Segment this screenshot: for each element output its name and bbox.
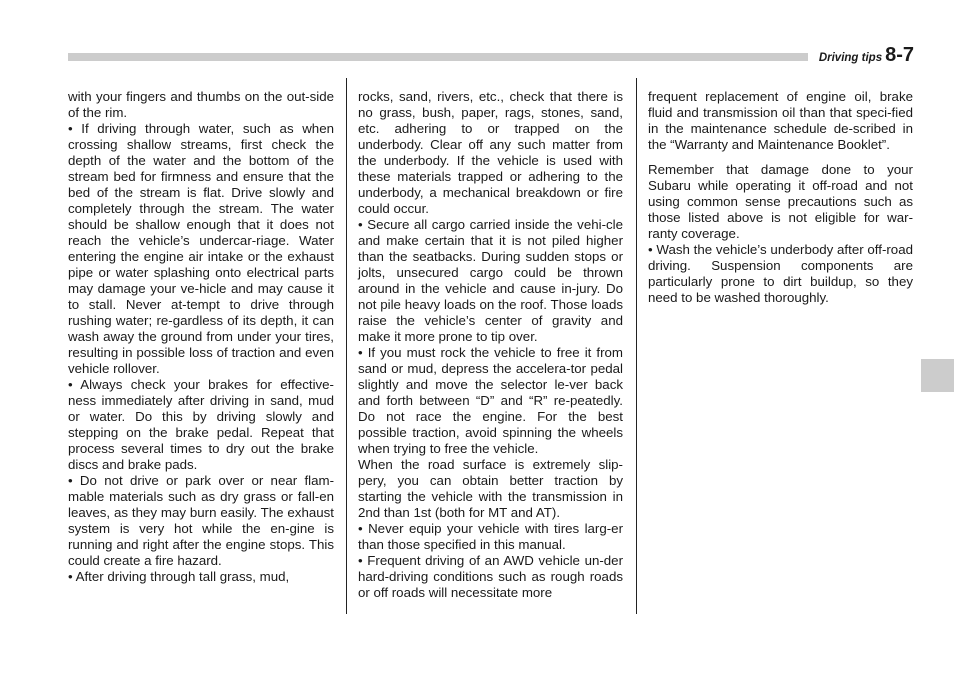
paragraph: • If you must rock the vehicle to free it from sand or mud, depress the accelera-tor pedal slightly and move the selector le-ver back and forth between “D” and “R” re-peatedly. Do not race the engine. For the best possible traction, avoid spinning the wheels when trying to free the vehicle. bbox=[358, 345, 623, 456]
paragraph: • If driving through water, such as when crossing shallow streams, first check the depth of the water and the bottom of the stream bed for firmness and ensure that the bed of the stream is flat. Drive slowly and completely through the stream. The water should be shallow enough that it does not reach the vehicle’s undercar-riage. Water entering the engine air intake or the exhaust pipe or water splashing onto electrical parts may damage your ve-hicle and may cause it to stall. Never at-tempt to drive through rushing water; re-gardless of its depth, it can wash away the ground from under your tires, resulting in possible loss of traction and even vehicle rollover. bbox=[68, 121, 334, 376]
paragraph: • Secure all cargo carried inside the vehi-cle and make certain that it is not piled higher than the seatbacks. During sudden stops or jolts, unsecured cargo could be thrown around in the vehicle and cause in-jury. Do not pile heavy loads on the roof. Those loads raise the vehicle’s center of gravity and make it more prone to tip over. bbox=[358, 217, 623, 344]
paragraph: • Frequent driving of an AWD vehicle un-der hard-driving conditions such as rough roads or off roads will necessitate more bbox=[358, 553, 623, 600]
paragraph: • Never equip your vehicle with tires larg-er than those specified in this manual. bbox=[358, 521, 623, 552]
paragraph: • After driving through tall grass, mud, bbox=[68, 569, 290, 584]
paragraph: rocks, sand, rivers, etc., check that there is no grass, bush, paper, rags, stones, sand, etc. adhering to or trapped on the underbody. Clear off any such matter from the underbody. If the vehicle is used with these materials trapped or adhering to the underbody, a mechanical breakdown or fire could occur. bbox=[358, 89, 623, 216]
section-title: Driving tips bbox=[818, 52, 883, 64]
column-divider bbox=[636, 78, 637, 614]
paragraph: with your fingers and thumbs on the out-side of the rim. bbox=[68, 89, 334, 120]
page-number: 8-7 bbox=[885, 44, 914, 66]
chapter-tab bbox=[921, 359, 954, 392]
paragraph: frequent replacement of engine oil, brake fluid and transmission oil than that speci-fied in the maintenance schedule de-scribed in the “Warranty and Maintenance Booklet”. bbox=[648, 89, 913, 152]
paragraph: • Always check your brakes for effective-ness immediately after driving in sand, mud or water. Do this by driving slowly and stepping on the brake pedal. Repeat that process several times to dry out the brake discs and brake pads. bbox=[68, 377, 334, 472]
paragraph: When the road surface is extremely slip-pery, you can obtain better traction by starting the vehicle with the transmission in 2nd than 1st (both for MT and AT). bbox=[358, 457, 623, 520]
header-bar bbox=[68, 53, 808, 61]
page-header bbox=[819, 44, 914, 67]
text-column-1 bbox=[68, 89, 334, 585]
paragraph: • Do not drive or park over or near flam-mable materials such as dry grass or fall-en leaves, as they may burn easily. The exhaust system is very hot while the en-gine is running and right after the engine stops. This could create a fire hazard. bbox=[68, 473, 334, 568]
text-column-3 bbox=[648, 89, 913, 306]
paragraph: • Wash the vehicle’s underbody after off-road driving. Suspension components are particularly prone to dirt buildup, so they need to be washed thoroughly. bbox=[648, 242, 913, 305]
column-divider bbox=[346, 78, 347, 614]
text-column-2 bbox=[358, 89, 623, 601]
paragraph: Remember that damage done to your Subaru while operating it off-road and not using common sense precautions such as those listed above is not eligible for war-ranty coverage. bbox=[648, 162, 913, 241]
